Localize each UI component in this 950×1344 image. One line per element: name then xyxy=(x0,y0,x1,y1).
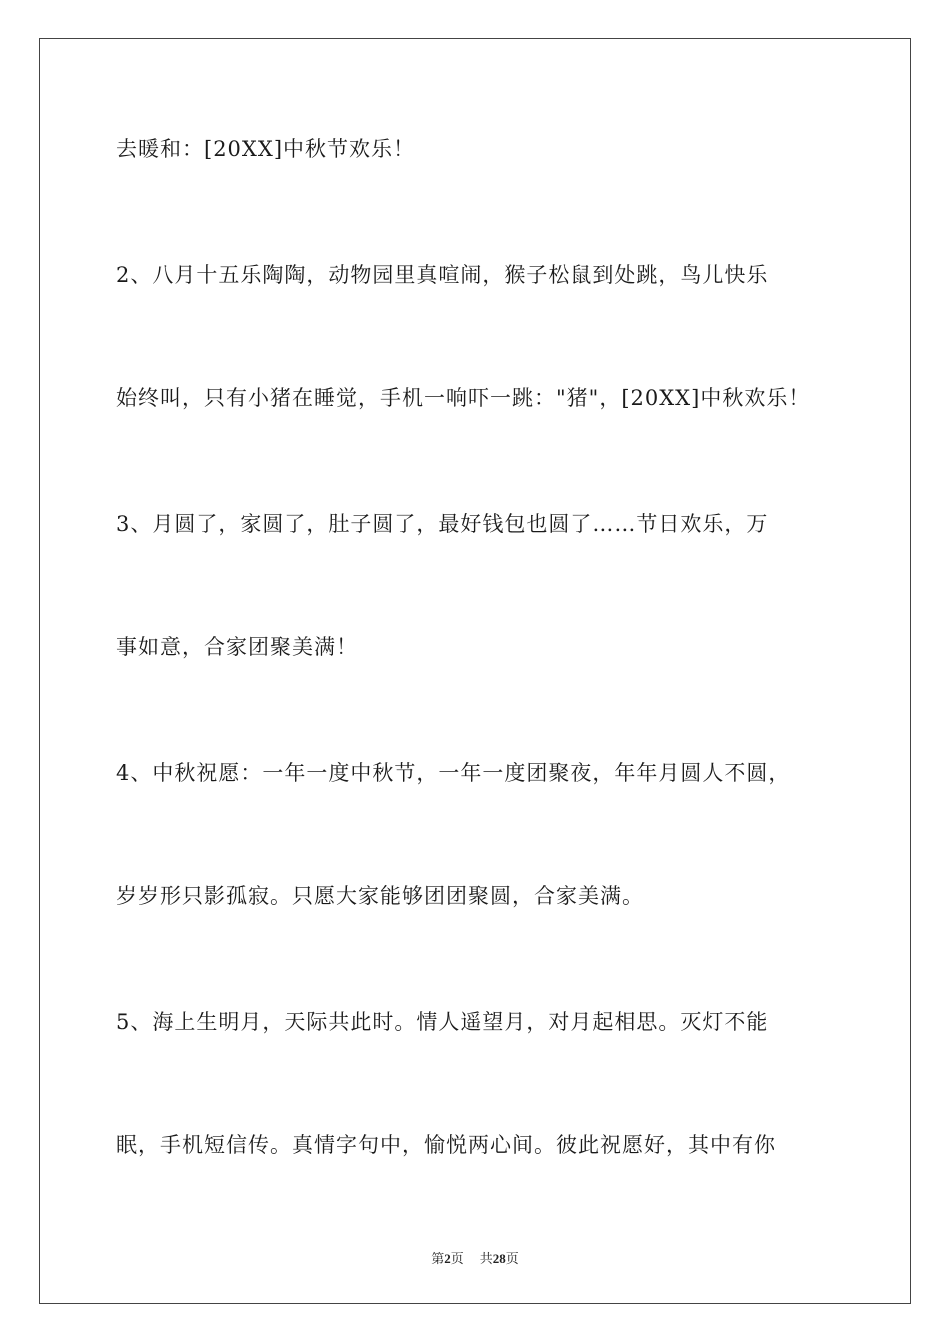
page-number: 2 xyxy=(444,1251,451,1266)
total-pages: 28 xyxy=(492,1251,506,1266)
page-suffix: 页 xyxy=(450,1251,464,1266)
text-line-4: 3、月圆了，家圆了，肚子圆了，最好钱包也圆了……节日欢乐，万 xyxy=(116,512,769,536)
page-frame xyxy=(39,38,911,1304)
text-line-9: 眠，手机短信传。真情字句中，愉悦两心间。彼此祝愿好，其中有你 xyxy=(116,1133,776,1157)
text-line-8: 5、海上生明月，天际共此时。情人遥望月，对月起相思。灭灯不能 xyxy=(116,1010,769,1034)
text-line-6: 4、中秋祝愿：一年一度中秋节，一年一度团聚夜，年年月圆人不圆， xyxy=(116,761,791,785)
page-footer xyxy=(0,1248,950,1267)
total-prefix: 共 xyxy=(479,1251,493,1266)
text-line-5: 事如意，合家团聚美满！ xyxy=(116,635,358,659)
page-prefix: 第 xyxy=(431,1251,445,1266)
text-line-2: 2、八月十五乐陶陶，动物园里真喧闹，猴子松鼠到处跳，鸟儿快乐 xyxy=(116,263,769,287)
text-line-7: 岁岁形只影孤寂。只愿大家能够团团聚圆，合家美满。 xyxy=(116,884,644,908)
text-line-3: 始终叫，只有小猪在睡觉，手机一响吓一跳："猪"，[20XX]中秋欢乐！ xyxy=(116,386,811,410)
total-suffix: 页 xyxy=(505,1251,519,1266)
text-line-1: 去暖和：[20XX]中秋节欢乐！ xyxy=(116,137,416,161)
